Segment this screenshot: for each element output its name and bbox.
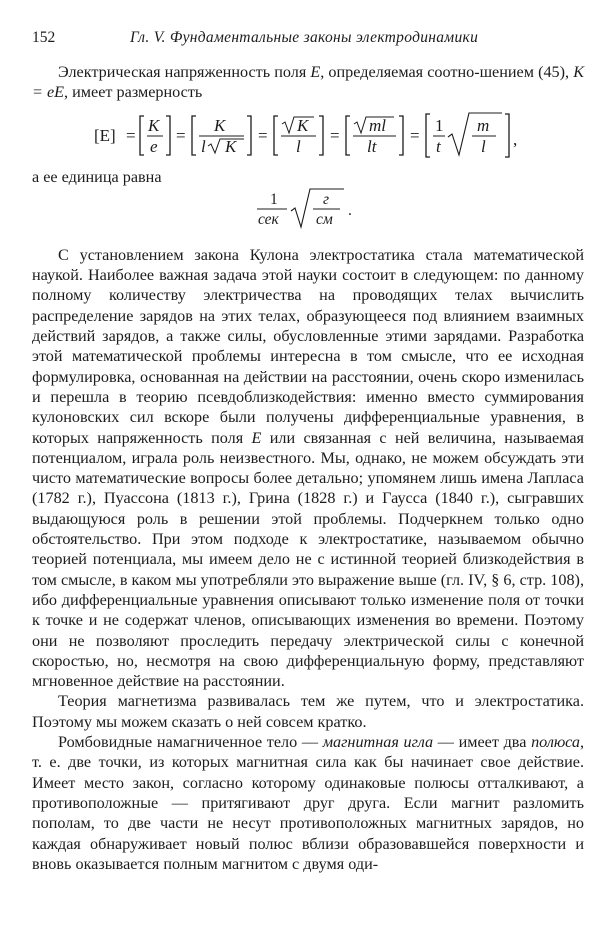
p3-text-b: — имеет два — [433, 733, 532, 752]
intro-text-3: , имеет размерность — [64, 83, 203, 102]
chapter-title: Гл. V. Фундаментальные законы электродинамики — [130, 29, 479, 46]
f2-num: K — [214, 115, 226, 135]
paragraph-magnet — [32, 732, 584, 874]
formula-eq-4: = — [330, 125, 340, 145]
p1-text-a: С установлением закона Кулона электростатика стала математической наукой. Наиболее важная задача этой науки состоит в следующем: по данному полному количеству электричества на проводящих телах вычислить распределение зарядов на этих телах, образующееся под влиянием взаимных действий зарядов, а также силы, обусловленные этими зарядами. Разработка этой математической проблемы интересна в том смысле, что ее исходная формулировка, основанная на действии на расстоянии, очень скоро изменилась и перешла в теорию псевдоблизкодействия: именно вместо суммирования кулоновских сил вскоре были получены дифференциальные уравнения, в которых напряженность поля — [32, 245, 584, 447]
paragraph-electrostatics — [32, 245, 584, 692]
dimension-formula-svg — [32, 103, 584, 167]
f1-num: K — [148, 115, 160, 135]
bracket-1-left — [140, 116, 144, 155]
bracket-5-right — [505, 114, 509, 157]
f5-den: t — [436, 136, 441, 156]
f4-num-rad: ml — [369, 115, 386, 135]
unit-trail: . — [348, 201, 352, 219]
bracket-4-right — [399, 116, 403, 155]
unit-intro: а ее единица равна — [32, 167, 162, 186]
p3-text-c: , т. е. две точки, из которых магнитная сила как бы начинает свое действие. Имеет место закон, согласно которому одинаковые полюсы отталкивают, а противоположные — притягивают друг друга. Если магнит разломить пополам, то две части не несут противоположных магнитных зарядов, но каждая обнаруживает новый полюс вблизи образовавшейся поверхности и вновь оказывается полным магнитом с двумя оди- — [32, 733, 585, 873]
bracket-3-right — [319, 116, 323, 155]
unit-num: 1 — [270, 190, 278, 208]
formula-lhs: [E] — [94, 125, 116, 145]
formula-eq-5: = — [410, 125, 420, 145]
formula-eq-3: = — [258, 125, 268, 145]
bracket-5-left — [426, 114, 430, 157]
f3-num-rad: K — [297, 115, 309, 135]
f5-rad-num: m — [477, 115, 490, 135]
page-number: 152 — [32, 29, 56, 46]
body-text — [32, 62, 584, 874]
intro-text-2: , определяемая соотно-шением (45), — [320, 63, 574, 81]
p1-text-b: или связанная с ней величина, называемая потенциалом, играла роль неизвестного. Мы, однако, не можем обсуждать эти чисто математические вопросы более детально; упомянем лишь имена Лапласа (1782 г.), Пуассона (1813 г.), Грина (1828 г.) и Гаусса (1840 г.), сыгравших выдающуюся роль в решении этой проблемы. Подчеркнем только одно обстоятельство. При этом подходе к электростатике, называемом обычно теорией потенциала, мы имеем дело не с истинной теорией близкодействия в том смысле, в каком мы употребляли это выражение выше (гл. IV, § 6, стр. 108), ибо дифференциальные уравнения описывают только изменение поля от точки к точке и не содержат членов, описывающих изменения во времени. Поэтому они не позволяют проследить передачу электрической силы с конечной скоростью, но, несмотря на свою дифференциальную форму, представляют мгновенное действие на расстоянии. — [32, 428, 584, 691]
intro-text-1: Электрическая напряженность поля — [58, 63, 311, 81]
running-head — [32, 26, 584, 50]
book-page — [32, 26, 584, 874]
f3-den: l — [296, 136, 301, 156]
unit-formula — [32, 187, 584, 231]
unit-rad-num: г — [323, 190, 330, 208]
f2-den-l: l — [201, 136, 206, 156]
p3-text-a: Ромбовидные намагниченное тело — — [58, 733, 323, 752]
unit-den: сек — [258, 210, 279, 228]
unit-formula-svg — [32, 187, 584, 231]
p1-E: E — [251, 428, 262, 447]
bracket-1-right — [166, 116, 170, 155]
unit-rad-den: см — [316, 210, 333, 228]
f5-radical — [448, 113, 502, 155]
p3-poles: полюса — [531, 733, 580, 752]
f5-rad-den: l — [481, 136, 486, 156]
f5-num: 1 — [435, 115, 444, 135]
dimension-formula — [32, 103, 584, 167]
f4-den: lt — [367, 136, 377, 156]
p3-magnet: магнитная игла — [322, 733, 434, 752]
bracket-2-right — [247, 116, 251, 155]
formula-eq-1: = — [126, 125, 136, 145]
formula-eq-2: = — [176, 125, 186, 145]
f2-den-rad: K — [225, 136, 237, 156]
bracket-4-left — [346, 116, 350, 155]
bracket-3-left — [274, 116, 278, 155]
f1-den: e — [150, 136, 158, 156]
intro-K-eq: K = eE — [32, 63, 584, 102]
intro-paragraph — [32, 62, 584, 103]
intro-E: E — [310, 63, 321, 81]
bracket-2-left — [192, 116, 196, 155]
formula-trail: , — [513, 129, 518, 149]
paragraph-magnetism: Теория магнетизма развивалась тем же путем, что и электростатика. Поэтому мы можем сказать о ней совсем кратко. — [32, 692, 584, 731]
